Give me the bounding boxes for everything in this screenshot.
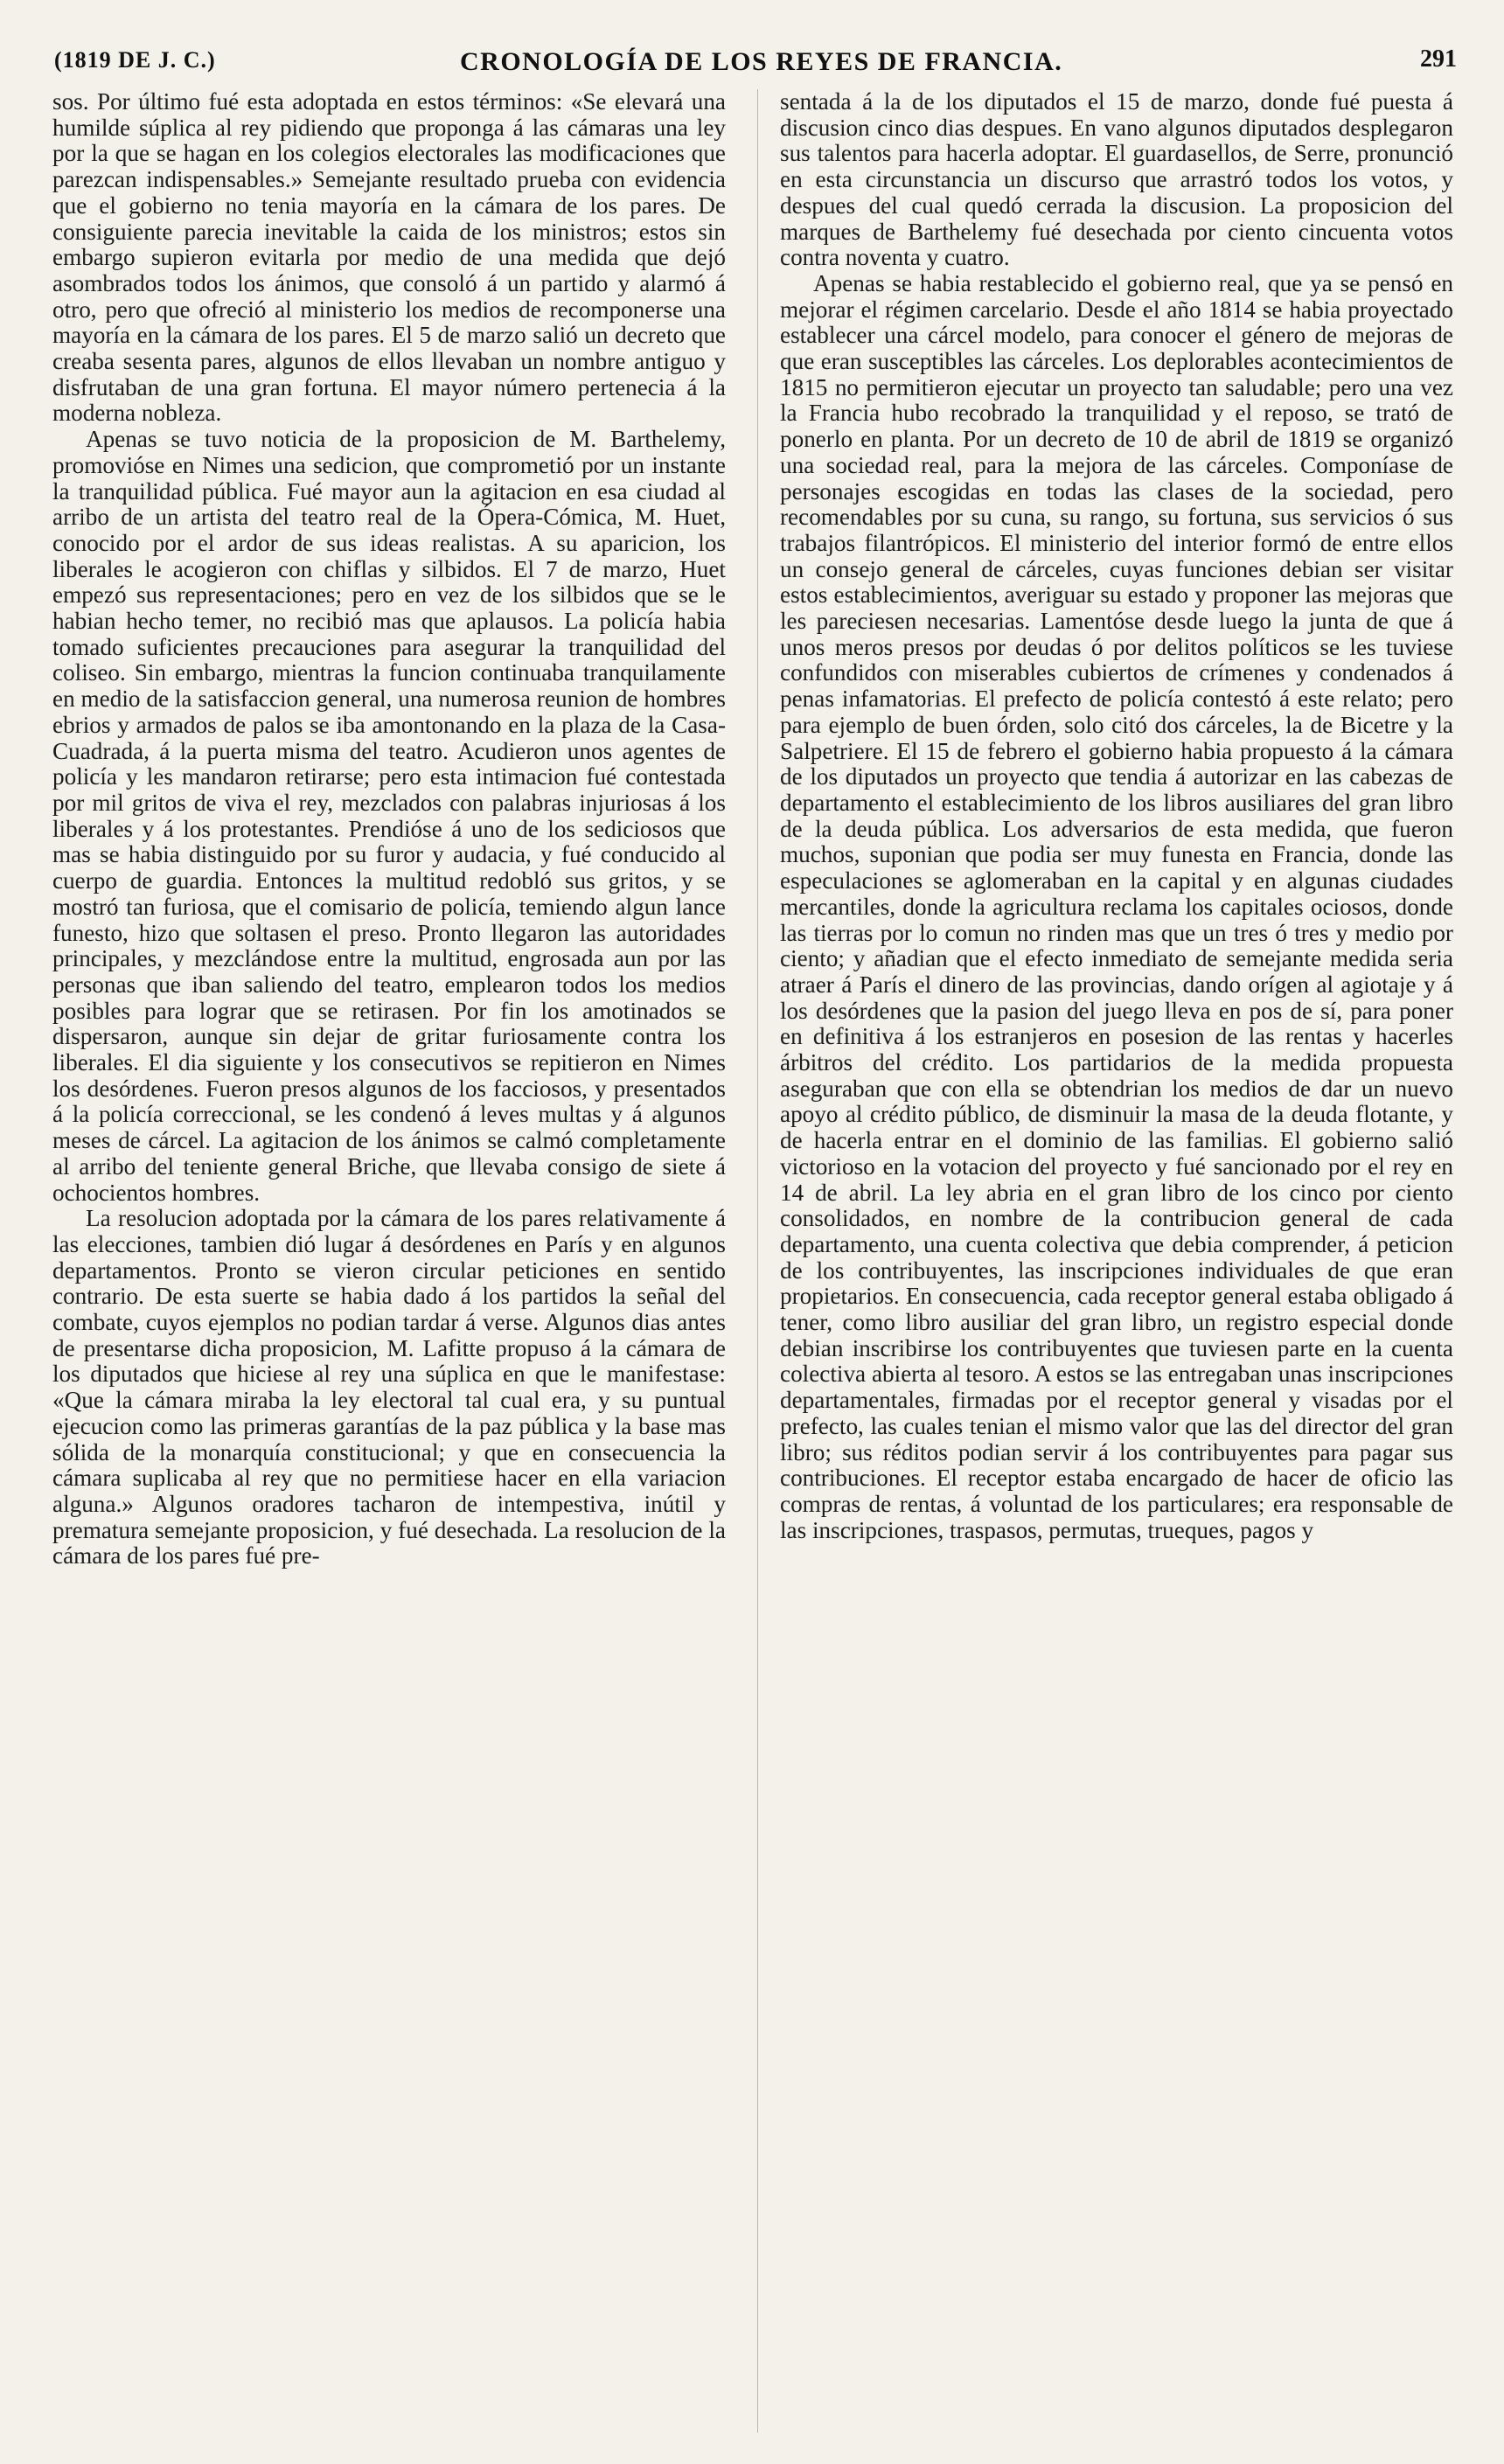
header-title: CRONOLOGÍA DE LOS REYES DE FRANCIA. bbox=[460, 47, 1063, 76]
right-column bbox=[780, 89, 1453, 1543]
left-paragraph-1: sos. Por último fué esta adoptada en estos términos: «Se elevará una humilde súplica al rey pidiendo que proponga á las cámaras una ley por la que se hagan en los colegios electorales las modificaciones que parezcan indispensables.» Semejante resultado prueba con evidencia que el gobierno no tenia mayoría en la cámara de los pares. De consiguiente parecia inevitable la caida de los ministros; estos sin embargo supieron evitarla por medio de una medida que dejó asombrados todos los ánimos, que consoló á un partido y alarmó á otro, pero que ofreció al ministerio los medios de recomponerse una mayoría en la cámara de los pares. El 5 de marzo salió un decreto que creaba sesenta pares, algunos de ellos llevaban un nombre antiguo y disfrutaban de una gran fortuna. El mayor número pertenecia á la moderna nobleza. bbox=[52, 88, 726, 427]
right-paragraph-2: Apenas se habia restablecido el gobierno real, que ya se pensó en mejorar el régimen carcelario. Desde el año 1814 se habia proyectado establecer una cárcel modelo, para conocer el género de mejoras de que eran susceptibles las cárceles. Los deplorables acontecimientos de 1815 no permitieron ejecutar un proyecto tan saludable; pero una vez la Francia hubo recobrado la tranquilidad y el reposo, se trató de ponerlo en planta. Por un decreto de 10 de abril de 1819 se organizó una sociedad real, para la mejora de las cárceles. Componíase de personajes escogidas en todas las clases de la sociedad, pero recomendables por su cuna, su rango, su fortuna, sus servicios ó sus trabajos filantrópicos. El ministerio del interior formó de entre ellos un consejo general de cárceles, cuyas funciones debian ser visitar estos establecimientos, averiguar su estado y proponer las mejoras que les pareciesen necesarias. Lamentóse desde luego la junta de que á unos meros presos por deudas ó por delitos políticos se les tuviese confundidos con miserables cubiertos de crímenes y condenados á penas infamatorias. El prefecto de policía contestó á este relato; pero para ejemplo de buen órden, solo citó dos cárceles, la de Bicetre y la Salpetriere. El 15 de febrero el gobierno habia propuesto á la cámara de los diputados un proyecto que tendia á autorizar en las cabezas de departamento el establecimiento de los libros ausiliares del gran libro de la deuda pública. Los adversarios de esta medida, que fueron muchos, suponian que podia ser muy funesta en Francia, donde las especulaciones se aglomeraban en la capital y en algunas ciudades mercantiles, donde la agricultura reclama los capitales ociosos, donde las tierras por lo comun no rinden mas que un tres ó tres y medio por ciento; y añadian que el efecto inmediato de semejante medida seria atraer á París el dinero de las provincias, dando orígen al agiotaje y á los desórdenes que la pasion del juego lleva en pos de sí, para poner en definitiva á los estranjeros en posesion de las rentas y hacerles árbitros del crédito. Los partidarios de la medida propuesta aseguraban que con ella se obtendrian los medios de dar un nuevo apoyo al crédito público, de disminuir la masa de la deuda flotante, y de hacerla entrar en el dominio de las familias. El gobierno salió victorioso en la votacion del proyecto y fué sancionado por el rey en 14 de abril. La ley abria en el gran libro de los cinco por ciento consolidados, en nombre de la contribucion general de cada departamento, una cuenta colectiva que debia comprender, á peticion de los contribuyentes, las inscripciones individuales de que eran propietarios. En consecuencia, cada receptor general estaba obligado á tener, como libro ausiliar del gran libro, un registro especial donde debian inscribirse los contribuyentes que tuviesen parte en la cuenta colectiva abierta al tesoro. A estos se las entregaban unas inscripciones departamentales, firmadas por el receptor general y visadas por el prefecto, las cuales tenian el mismo valor que las del director del gran libro; sus réditos podian servir á los contribuyentes para pagar sus contribuciones. El receptor estaba encargado de hacer de oficio las compras de rentas, á voluntad de los particulares; era responsable de las inscripciones, traspasos, permutas, trueques, pagos y bbox=[780, 269, 1453, 1543]
page-header bbox=[49, 35, 1457, 75]
left-paragraph-3: La resolucion adoptada por la cámara de los pares relativamente á las elecciones, tambien dió lugar á desórdenes en París y en algunos departamentos. Pronto se vieron circular peticiones en sentido contrario. De esta suerte se habia dado á los partidos la señal del combate, cuyos ejemplos no podian tardar á verse. Algunos dias antes de presentarse dicha proposicion, M. Lafitte propuso á la cámara de los diputados que hiciese al rey una súplica en que le manifestase: «Que la cámara miraba la ley electoral tal cual era, y su puntual ejecucion como las primeras garantías de la paz pública y la base mas sólida de la monarquía constitucional; y que en consecuencia la cámara suplicaba al rey que no permitiese hacer en ella variacion alguna.» Algunos oradores tacharon de intempestiva, inútil y prematura semejante proposicion, y fué desechada. La resolucion de la cámara de los pares fué pre- bbox=[52, 1205, 726, 1570]
book-page bbox=[49, 35, 1457, 2440]
right-paragraph-1: sentada á la de los diputados el 15 de marzo, donde fué puesta á discusion cinco dias despues. En vano algunos diputados desplegaron sus talentos para hacerla adoptar. El guardasellos, de Serre, pronunció en esta circunstancia un discurso que arrastró todos los votos, y despues del cual quedó cerrada la discusion. La proposicion del marques de Barthelemy fué desechada por ciento cincuenta votos contra noventa y cuatro. bbox=[780, 88, 1453, 271]
header-year: (1819 DE J. C.) bbox=[54, 47, 216, 73]
left-paragraph-2: Apenas se tuvo noticia de la proposicion de M. Barthelemy, promovióse en Nimes una sedicion, que comprometió por un instante la tranquilidad pública. Fué mayor aun la agitacion en esa ciudad al arribo de un artista del teatro real de la Ópera-Cómica, M. Huet, conocido por el ardor de sus ideas realistas. A su aparicion, los liberales le acogieron con chiflas y silbidos. El 7 de marzo, Huet empezó sus representaciones; pero en vez de los silbidos que se le habian hecho temer, no recibió mas que aplausos. La policía habia tomado suficientes precauciones para asegurar la tranquilidad del coliseo. Sin embargo, mientras la funcion continuaba tranquilamente en medio de la satisfaccion general, una numerosa reunion de hombres ebrios y armados de palos se iba amontonando en la plaza de la Casa-Cuadrada, á la puerta misma del teatro. Acudieron unos agentes de policía y les mandaron retirarse; pero esta intimacion fué contestada por mil gritos de viva el rey, mezclados con palabras injuriosas á los liberales y á los protestantes. Prendióse á uno de los sediciosos que mas se habia distinguido por su furor y audacia, y fué conducido al cuerpo de guardia. Entonces la multitud redobló sus gritos, y se mostró tan furiosa, que el comisario de policía, temiendo algun lance funesto, hizo que soltasen el preso. Pronto llegaron las autoridades principales, y mezclándose entre la multitud, engrosada aun por las personas que iban saliendo del teatro, emplearon todos los medios posibles para lograr que se retirasen. Por fin los amotinados se dispersaron, aunque sin dejar de gritar furiosamente contra los liberales. El dia siguiente y los consecutivos se repitieron en Nimes los desórdenes. Fueron presos algunos de los facciosos, y presentados á la policía correccional, se les condenó á leves multas y á algunos meses de cárcel. La agitacion de los ánimos se calmó completamente al arribo del teniente general Briche, que llevaba consigo de siete á ochocientos hombres. bbox=[52, 426, 726, 1206]
page-number: 291 bbox=[1420, 45, 1457, 73]
left-column bbox=[52, 89, 726, 1570]
column-divider bbox=[757, 89, 758, 2433]
